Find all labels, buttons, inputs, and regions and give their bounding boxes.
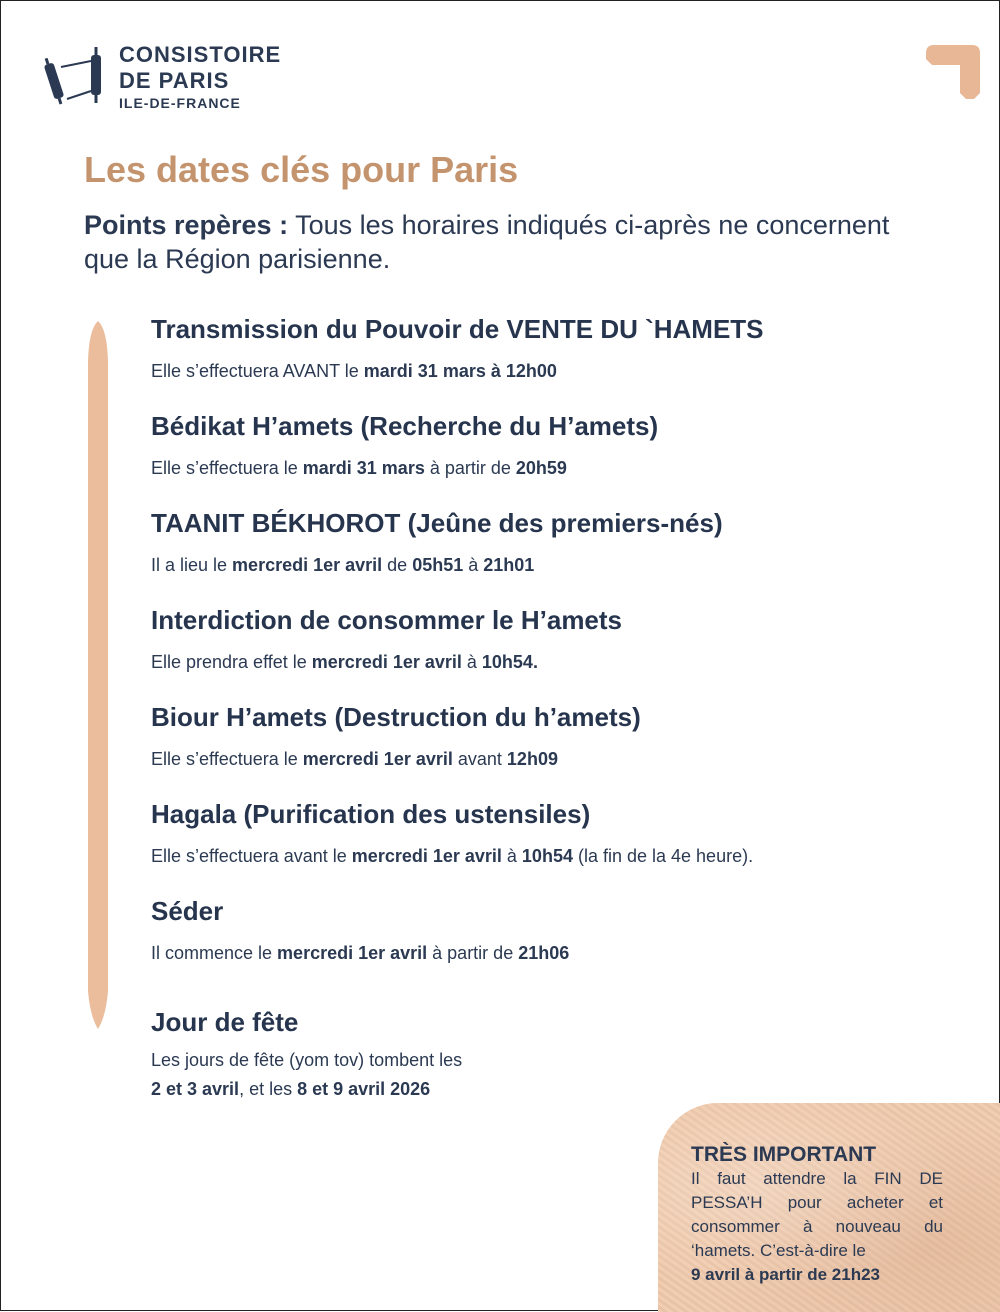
item-highlight: 05h51: [412, 555, 464, 575]
item-highlight: mercredi 1er avril: [302, 749, 453, 769]
item-highlight: mercredi 1er avril: [277, 943, 428, 963]
item-description: [151, 456, 951, 480]
consistoire-logo: [41, 41, 281, 113]
logo-line-2: DE PARIS: [119, 68, 230, 93]
page-title: Les dates clés pour Paris: [84, 149, 519, 190]
item-highlight: 21h01: [483, 555, 535, 575]
item-highlight: 12h09: [506, 749, 558, 769]
list-item: [151, 602, 951, 699]
item-description: [151, 844, 951, 868]
item-title: Bédikat H’amets (Recherche du H’amets): [151, 411, 659, 441]
item-text: à partir de: [427, 943, 519, 963]
list-item: [151, 796, 951, 893]
list-item: [151, 893, 951, 990]
item-description: [151, 359, 951, 383]
list-item: [151, 505, 951, 602]
item-description: [151, 553, 951, 577]
important-date: 9 avril à partir de 21h23: [691, 1265, 880, 1284]
item-title: Séder: [151, 896, 224, 926]
item-title: Biour H’amets (Destruction du h’amets): [151, 702, 641, 732]
item-highlight: mercredi 1er avril: [351, 846, 502, 866]
item-highlight: 21h06: [518, 943, 570, 963]
item-text: Il a lieu le: [151, 555, 233, 575]
list-item: [151, 408, 951, 505]
item-text: Elle prendra effet le: [151, 652, 312, 672]
item-text: Elle s’effectuera avant le: [151, 846, 352, 866]
important-notice-box: [658, 1103, 1000, 1312]
important-body: Il faut attendre la FIN DE PESSA’H pour acheter et consommer à nouveau du ‘hamets. C’est-à-dire le: [691, 1169, 943, 1260]
item-title: Jour de fête: [151, 1007, 299, 1037]
item-text: à partir de: [424, 458, 516, 478]
item-text: Elle s’effectuera le: [151, 458, 303, 478]
item-title: Interdiction de consommer le H’amets: [151, 605, 623, 635]
list-item: [151, 311, 951, 408]
holiday-connector: , et les: [239, 1079, 298, 1099]
item-text: à: [463, 555, 484, 575]
item-title: TAANIT BÉKHOROT (Jeûne des premiers-nés): [151, 508, 723, 538]
torah-scroll-icon: [41, 41, 113, 113]
item-title: Hagala (Purification des ustensiles): [151, 799, 591, 829]
item-text: Il commence le: [151, 943, 278, 963]
intro-text: [84, 208, 904, 276]
item-text: Elle s’effectuera le: [151, 749, 303, 769]
holiday-line: Les jours de fête (yom tov) tombent les: [151, 1050, 463, 1070]
item-description: [151, 650, 951, 674]
item-highlight: mercredi 1er avril: [232, 555, 383, 575]
logo-line-3: ILE-DE-FRANCE: [119, 95, 241, 111]
item-highlight: 10h54: [521, 846, 573, 866]
item-description: [151, 941, 951, 965]
item-highlight: mardi 31 mars à 12h00: [363, 361, 557, 381]
intro-body: Tous les horaires indiqués ci-après ne concernent que la Région parisienne.: [84, 210, 890, 274]
item-text: avant: [452, 749, 507, 769]
item-text: de: [382, 555, 413, 575]
list-item: [151, 699, 951, 796]
item-highlight: mardi 31 mars: [302, 458, 425, 478]
important-title: TRÈS IMPORTANT: [691, 1143, 877, 1166]
item-description: [151, 1046, 951, 1104]
important-text: [691, 1167, 943, 1287]
item-highlight: mercredi 1er avril: [311, 652, 462, 672]
holiday-dates-1: 2 et 3 avril: [151, 1079, 240, 1099]
list-item-jour-de-fete: [151, 1004, 951, 1101]
item-highlight: 10h54.: [481, 652, 538, 672]
item-text: à: [501, 846, 522, 866]
key-dates-list: [151, 311, 951, 1101]
item-text: Elle s’effectuera AVANT le: [151, 361, 364, 381]
item-highlight: 20h59: [515, 458, 567, 478]
item-description: [151, 747, 951, 771]
item-text: (la fin de la 4e heure).: [572, 846, 754, 866]
holiday-dates-2: 8 et 9 avril 2026: [297, 1079, 431, 1099]
intro-label: Points repères :: [84, 210, 289, 240]
corner-bracket-decoration: [924, 43, 982, 101]
timeline-bar-decoration: [87, 321, 109, 1029]
logo-line-1: CONSISTOIRE: [119, 42, 282, 67]
item-text: à: [461, 652, 482, 672]
item-title: Transmission du Pouvoir de VENTE DU `HAMETS: [151, 314, 764, 344]
